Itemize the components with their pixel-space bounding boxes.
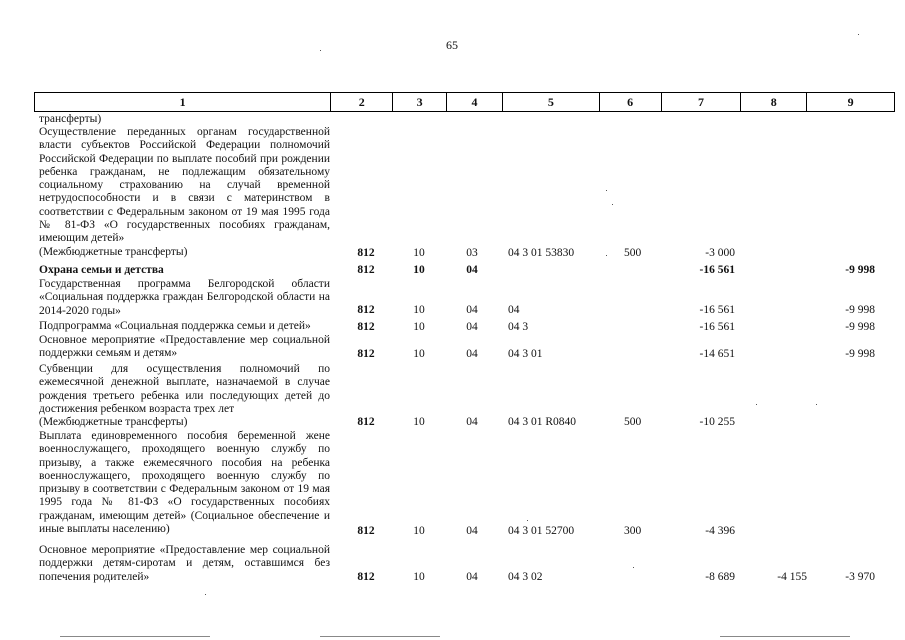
text-block: (Межбюджетные трансферты) bbox=[39, 416, 188, 428]
section-heading: Охрана семьи и детства bbox=[39, 264, 164, 276]
scan-speck bbox=[606, 190, 607, 191]
text-block: Выплата единовременного пособия беременной жене военнослужащего, проходящего военную службу по призыву, а также ежемесячного пособия на ребенка военнослужащего, проходящего военную службу по призыву в соответствии с Федеральным законом от 19 мая 1995 года № 81-ФЗ «О государственных пособиях гражданам, имеющим детей» (Социальное обеспечение и иные выплаты населению) bbox=[39, 430, 330, 536]
scan-speck bbox=[816, 404, 817, 405]
cell-amount-7: -16 561 bbox=[699, 264, 735, 276]
table-row bbox=[0, 525, 905, 539]
cell-grbs: 812 bbox=[357, 571, 375, 583]
cell-section: 10 bbox=[413, 321, 425, 333]
cell-target-article: 04 3 01 53830 bbox=[508, 247, 575, 259]
cell-grbs: 812 bbox=[357, 348, 375, 360]
scan-speck bbox=[527, 520, 528, 521]
cell-section: 10 bbox=[413, 264, 425, 276]
cell-subsection: 04 bbox=[466, 416, 478, 428]
scan-speck bbox=[756, 404, 757, 405]
cell-subsection: 04 bbox=[466, 571, 478, 583]
cell-target-article: 04 bbox=[508, 304, 520, 316]
page-number: 65 bbox=[446, 38, 458, 52]
column-header-4: 4 bbox=[447, 93, 503, 111]
cell-section: 10 bbox=[413, 348, 425, 360]
cell-section: 10 bbox=[413, 247, 425, 259]
scan-speck bbox=[633, 567, 634, 568]
cell-target-article: 04 3 01 bbox=[508, 348, 543, 360]
cell-grbs: 812 bbox=[357, 321, 375, 333]
cell-target-article: 04 3 bbox=[508, 321, 529, 333]
cell-grbs: 812 bbox=[357, 304, 375, 316]
cell-amount-9: -9 998 bbox=[845, 264, 875, 276]
cell-amount-9: -9 998 bbox=[845, 348, 875, 360]
column-header-8: 8 bbox=[741, 93, 807, 111]
scan-speck bbox=[612, 204, 613, 205]
text-block: Основное мероприятие «Предоставление мер социальной поддержки детям-сиротам и детям, оставшимся без попечения родителей» bbox=[39, 544, 330, 583]
cell-expense-type: 300 bbox=[624, 525, 642, 537]
cell-grbs: 812 bbox=[357, 247, 375, 259]
cell-amount-7: -14 651 bbox=[699, 348, 735, 360]
cell-amount-7: -3 000 bbox=[705, 247, 735, 259]
cell-section: 10 bbox=[413, 571, 425, 583]
cell-section: 10 bbox=[413, 416, 425, 428]
cell-amount-9: -3 970 bbox=[845, 571, 875, 583]
table-row bbox=[0, 304, 905, 318]
text-block: трансферты) bbox=[39, 113, 102, 125]
page-edge-line bbox=[720, 636, 850, 637]
text-block: Государственная программа Белгородской области «Социальная поддержка граждан Белгородской области на 2014-2020 годы» bbox=[39, 278, 330, 317]
scan-speck bbox=[320, 50, 321, 51]
cell-amount-7: -16 561 bbox=[699, 304, 735, 316]
page-edge-line bbox=[320, 636, 440, 637]
column-header-6: 6 bbox=[600, 93, 662, 111]
text-block: (Межбюджетные трансферты) bbox=[39, 246, 188, 258]
cell-amount-9: -9 998 bbox=[845, 304, 875, 316]
cell-amount-7: -8 689 bbox=[705, 571, 735, 583]
cell-target-article: 04 3 01 52700 bbox=[508, 525, 575, 537]
table-header bbox=[34, 92, 895, 112]
text-block: Осуществление переданных органам государственной власти субъектов Российской Федерации полномочий Российской Федерации по выплате пособий при рождении ребенка гражданам, не подлежащим обязательному социальному страхованию на случай временной нетрудоспособности и в связи с материнством в соответствии с Федеральным законом от 19 мая 1995 года № 81-ФЗ «О государственных пособиях гражданам, имеющим детей» bbox=[39, 126, 330, 245]
column-header-3: 3 bbox=[393, 93, 447, 111]
cell-subsection: 04 bbox=[466, 264, 478, 276]
scan-speck bbox=[858, 34, 859, 35]
table-row bbox=[0, 247, 905, 261]
column-header-7: 7 bbox=[662, 93, 742, 111]
cell-target-article: 04 3 01 R0840 bbox=[508, 416, 577, 428]
cell-grbs: 812 bbox=[357, 416, 375, 428]
column-header-9: 9 bbox=[847, 95, 854, 109]
cell-expense-type: 500 bbox=[624, 416, 642, 428]
text-block: Подпрограмма «Социальная поддержка семьи и детей» bbox=[39, 320, 311, 332]
cell-subsection: 04 bbox=[466, 321, 478, 333]
page-edge-line bbox=[60, 636, 210, 637]
scan-speck bbox=[606, 255, 607, 256]
cell-amount-7: -16 561 bbox=[699, 321, 735, 333]
cell-subsection: 04 bbox=[466, 348, 478, 360]
cell-amount-7: -10 255 bbox=[699, 416, 735, 428]
cell-amount-9: -9 998 bbox=[845, 321, 875, 333]
table-row bbox=[0, 571, 905, 585]
cell-subsection: 04 bbox=[466, 304, 478, 316]
scan-speck bbox=[205, 594, 206, 595]
cell-expense-type: 500 bbox=[624, 247, 642, 259]
cell-target-article: 04 3 02 bbox=[508, 571, 543, 583]
cell-section: 10 bbox=[413, 525, 425, 537]
column-header-5: 5 bbox=[503, 93, 600, 111]
cell-grbs: 812 bbox=[357, 264, 375, 276]
table-row bbox=[0, 264, 905, 278]
text-block: Субвенции для осуществления полномочий по ежемесячной денежной выплате, назначаемой в случае рождения третьего ребенка или последующих детей до достижения ребенком возраста трех лет bbox=[39, 363, 330, 415]
cell-grbs: 812 bbox=[357, 525, 375, 537]
cell-section: 10 bbox=[413, 304, 425, 316]
column-header-1: 1 bbox=[35, 93, 331, 111]
column-header-2: 2 bbox=[331, 93, 393, 111]
cell-subsection: 04 bbox=[466, 525, 478, 537]
table-row bbox=[0, 416, 905, 430]
cell-amount-8: -4 155 bbox=[777, 571, 807, 583]
cell-subsection: 03 bbox=[466, 247, 478, 259]
table-row bbox=[0, 321, 905, 335]
table-row bbox=[0, 348, 905, 362]
text-block: Основное мероприятие «Предоставление мер социальной поддержки семьям и детям» bbox=[39, 334, 330, 360]
cell-amount-7: -4 396 bbox=[705, 525, 735, 537]
